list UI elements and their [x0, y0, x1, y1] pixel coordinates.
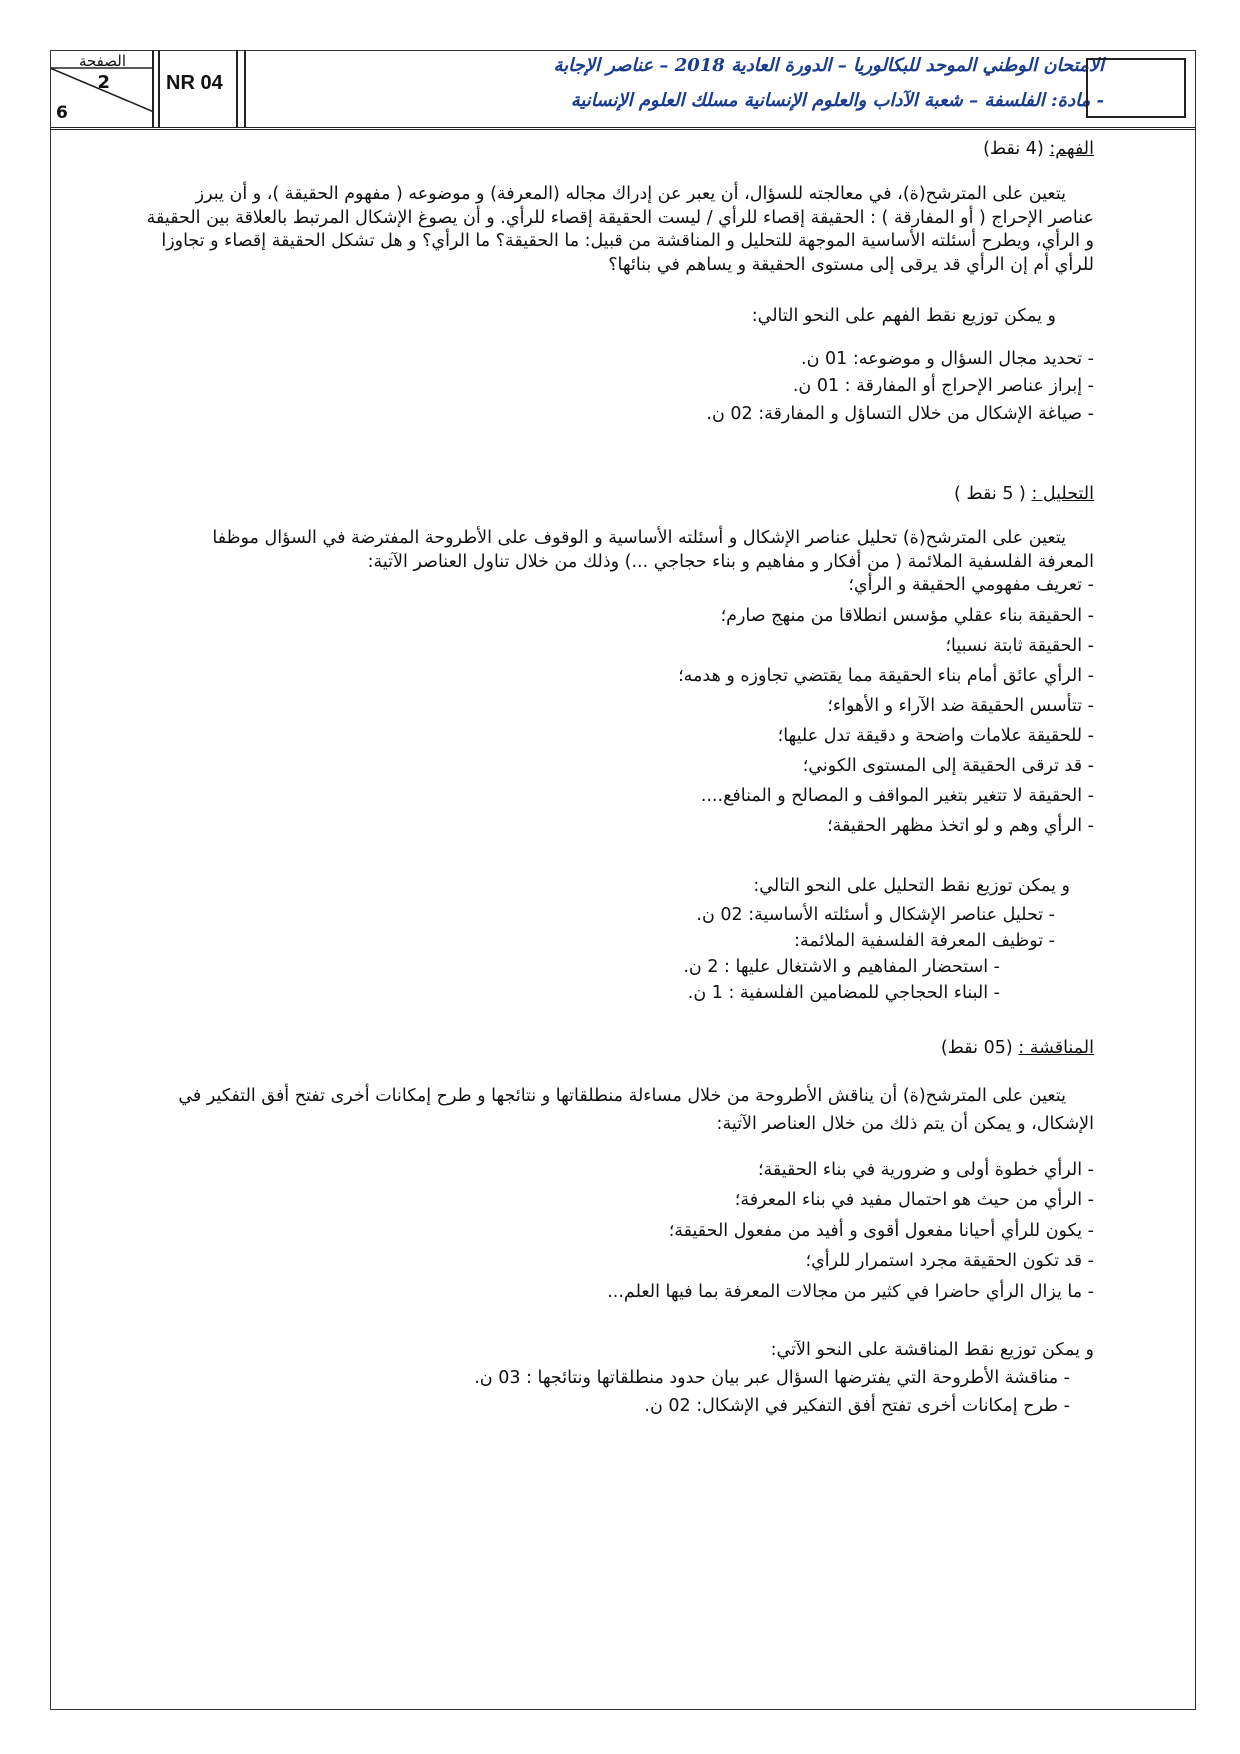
distribution-item: - طرح إمكانات أخرى تفتح أفق التفكير في الإشكال: 02 ن. [644, 1396, 1070, 1416]
analysis-item: - تتأسس الحقيقة ضد الآراء و الأهواء؛ [827, 696, 1094, 716]
exam-title-box [244, 50, 1196, 127]
para-line: الإشكال، و يمكن أن يتم ذلك من خلال العناصر الآتية: [716, 1114, 1094, 1134]
sub-distribution-item: - البناء الحجاجي للمضامين الفلسفية : 1 ن. [687, 983, 1000, 1003]
understanding-points: (4 نقط) [983, 139, 1044, 159]
understanding-heading: الفهم: [1049, 139, 1094, 159]
para-line: يتعين على المترشح(ة) أن يناقش الأطروحة من خلال مساءلة منطلقاتها و نتائجها و طرح إمكانات أخرى تفتح أفق التفكير في [178, 1086, 1066, 1106]
analysis-distribution-intro: و يمكن توزيع نقط التحليل على النحو التالي: [753, 876, 1070, 896]
discussion-paragraph [90, 1082, 1094, 1138]
understanding-paragraph [90, 183, 1094, 277]
discussion-item: - قد تكون الحقيقة مجرد استمرار للرأي؛ [805, 1251, 1094, 1271]
page-label: الصفحة [78, 52, 126, 70]
para-line: و الرأي، ويطرح أسئلته الأساسية الموجهة للتحليل و المناقشة من قبيل: ما الحقيقة؟ ما الرأي؟ و هل تشكل الحقيقة إقصاء و تجاوزا [161, 231, 1094, 251]
distribution-item: - تحليل عناصر الإشكال و أسئلته الأساسية: 02 ن. [696, 905, 1055, 925]
distribution-item: - مناقشة الأطروحة التي يفترضها السؤال عبر بيان حدود منطلقاتها ونتائجها : 03 ن. [474, 1368, 1070, 1388]
discussion-item: - يكون للرأي أحيانا مفعول أقوى و أفيد من مفعول الحقيقة؛ [668, 1221, 1094, 1241]
analysis-item: - قد ترقى الحقيقة إلى المستوى الكوني؛ [802, 756, 1094, 776]
exam-title-line2: - مادة: الفلسفة – شعبة الآداب والعلوم الإنسانية مسلك العلوم الإنسانية [570, 90, 1104, 111]
analysis-item: - الحقيقة لا تتغير بتغير المواقف و المصالح و المنافع.... [700, 786, 1094, 806]
exam-code-box [158, 50, 238, 127]
discussion-item: - الرأي من حيث هو احتمال مفيد في بناء المعرفة؛ [734, 1190, 1094, 1210]
para-line: المعرفة الفلسفية الملائمة ( من أفكار و مفاهيم و بناء حجاجي ...) وذلك من خلال تناول العناصر الآتية: [367, 551, 1094, 572]
discussion-points: (05 نقط) [940, 1038, 1013, 1058]
exam-code: NR 04 [166, 72, 223, 94]
distribution-item: - صياغة الإشكال من خلال التساؤل و المفارقة: 02 ن. [706, 404, 1094, 424]
exam-title-line1: الامتحان الوطني الموحد للبكالوريا – الدورة العادية 2018 – عناصر الإجابة [553, 55, 1104, 76]
empty-box [1086, 58, 1186, 118]
understanding-heading-row [983, 137, 1094, 161]
analysis-item: - الرأي عائق أمام بناء الحقيقة مما يقتضي تجاوزه و هدمه؛ [678, 666, 1094, 686]
discussion-heading: المناقشة : [1018, 1038, 1094, 1058]
discussion-item: - الرأي خطوة أولى و ضرورية في بناء الحقيقة؛ [757, 1160, 1094, 1180]
discussion-distribution-intro: و يمكن توزيع نقط المناقشة على النحو الآتي: [770, 1340, 1094, 1360]
page-number: 2 [97, 72, 110, 93]
distribution-item: - تحديد مجال السؤال و موضوعه: 01 ن. [801, 349, 1094, 369]
analysis-heading: التحليل : [1031, 484, 1094, 504]
sub-distribution-item: - استحضار المفاهيم و الاشتغال عليها : 2 ن. [683, 957, 1000, 977]
distribution-item: - توظيف المعرفة الفلسفية الملائمة: [794, 931, 1055, 951]
para-line: عناصر الإحراج ( أو المفارقة ) : الحقيقة إقصاء للرأي / ليست الحقيقة إقصاء للرأي. و أن يصوغ الإشكال المرتبط بالعلاقة بين الحقيقة [146, 207, 1094, 228]
analysis-item: - للحقيقة علامات واضحة و دقيقة تدل عليها؛ [777, 726, 1094, 746]
page-number-box [50, 50, 154, 127]
analysis-item: - الحقيقة ثابتة نسبيا؛ [945, 636, 1094, 656]
analysis-item: - تعريف مفهومي الحقيقة و الرأي؛ [848, 575, 1094, 595]
analysis-item: - الرأي وهم و لو اتخذ مظهر الحقيقة؛ [827, 816, 1094, 836]
analysis-points: ( 5 نقط ) [954, 484, 1026, 504]
analysis-item: - الحقيقة بناء عقلي مؤسس انطلاقا من منهج صارم؛ [720, 606, 1094, 626]
para-line: يتعين على المترشح(ة)، في معالجته للسؤال، أن يعبر عن إدراك مجاله (المعرفة) و موضوعه ( مفهوم الحقيقة )، و أن يبرز [195, 184, 1066, 204]
para-line: للرأي أم إن الرأي قد يرقى إلى مستوى الحقيقة و يساهم في بنائها؟ [608, 254, 1094, 275]
exam-header [50, 50, 1196, 130]
discussion-heading-row [941, 1036, 1094, 1060]
discussion-item: - ما يزال الرأي حاضرا في كثير من مجالات المعرفة بما فيها العلم... [607, 1282, 1094, 1302]
analysis-paragraph [90, 527, 1094, 574]
distribution-item: - إبراز عناصر الإحراج أو المفارقة : 01 ن. [792, 376, 1094, 396]
para-line: يتعين على المترشح(ة) تحليل عناصر الإشكال و أسئلته الأساسية و الوقوف على الأطروحة المفترضة في السؤال موظفا [212, 528, 1066, 548]
understanding-distribution-intro: و يمكن توزيع نقط الفهم على النحو التالي: [751, 306, 1056, 326]
analysis-heading-row [954, 482, 1094, 506]
total-pages: 6 [56, 103, 68, 123]
